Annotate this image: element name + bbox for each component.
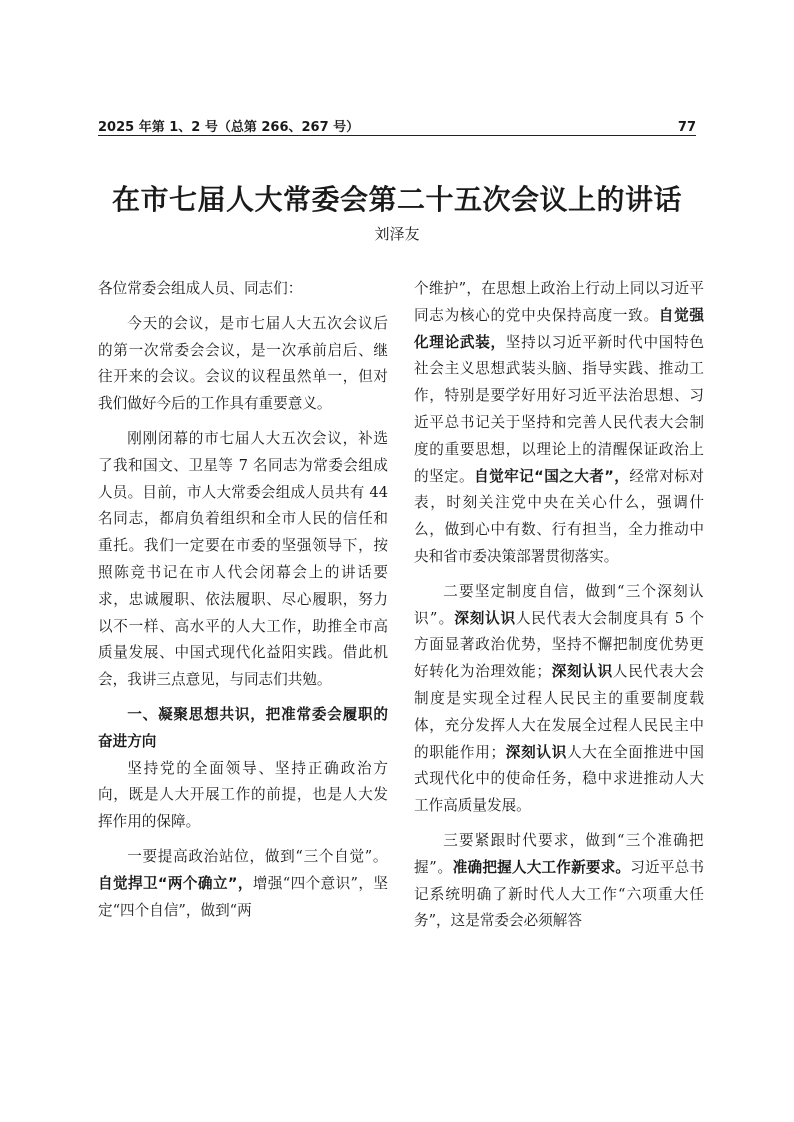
left-column (98, 276, 388, 924)
paragraph (414, 828, 704, 935)
subpoint-lead: 一要提高政治站位，做到“三个自觉”。 (127, 847, 388, 865)
bold-phrase: 准确把握人大工作新要求。 (452, 858, 631, 876)
text-run: 习近平总书记系统明确了新时代人大工作“六项重大任务”，这是常委会必须解答 (414, 858, 704, 930)
text-run: 经常对标对表，时刻关注党中央在关心什么，强调什么，做到心中有数、行有担当，全力推动中央和省市委决策部署贯彻落实。 (414, 467, 704, 565)
bold-phrase: 深刻认识 (454, 609, 516, 627)
bold-phrase: 自觉捍卫“两个确立”， (98, 874, 253, 892)
paragraph (414, 276, 704, 571)
section-heading: 一、凝聚思想共识，把准常委会履职的奋进方向 (98, 705, 388, 750)
text-run: 增强“四个意识”，坚定“四个自信”，做到“两 (98, 874, 388, 919)
text-run: 人大在全面推进中国式现代化中的使命任务，稳中求进推动人大工作高质量发展。 (414, 743, 704, 815)
bold-phrase: 自觉牢记“国之大者”， (474, 467, 630, 485)
paragraph (414, 579, 704, 820)
subpoint-lead: 三要紧跟时代要求，做到“三个准确把握”。 (414, 831, 704, 876)
article-title: 在市七届人大常委会第二十五次会议上的讲话 (111, 183, 682, 216)
bold-phrase: 深刻认识 (550, 663, 613, 681)
subpoint-lead: 二要坚定制度自信，做到“三个深刻认识”。 (414, 582, 704, 627)
paragraph (98, 844, 388, 924)
text-run: 坚持以习近平新时代中国特色社会主义思想武装头脑、指导实践、推动工作，特别是要学好用好习近平法治思想、习近平总书记关于坚持和完善人民代表大会制度的重要思想，以理论上的清醒保证政治上的坚定。 (414, 333, 704, 485)
text-run: 个维护”，在思想上政治上行动上同以习近平同志为核心的党中央保持高度一致。 (414, 280, 704, 324)
paragraph: 刚刚闭幕的市七届人大五次会议，补选了我和国文、卫星等 7 名同志为常委会组成人员。目前，市人大常委会组成人员共有 44 名同志，都肩负着组织和全市人民的信任和重托。我们一定要在市委的坚强领导下，按照陈竞书记在市人代会闭幕会上的讲话要求，忠诚履职、依法履职、尽心履职，努力以不一样、高水平的人大工作，助推全市高质量发展、中国式现代化益阳实践。借此机会，我讲三点意见，与同志们共勉。 (98, 429, 388, 689)
header-rule (98, 135, 696, 136)
bold-phrase: 自觉强化理论武装， (414, 306, 704, 351)
author-name: 刘泽友 (374, 225, 420, 243)
bold-phrase: 深刻认识 (505, 743, 567, 761)
running-header (98, 116, 696, 135)
paragraph: 坚持党的全面领导、坚持正确政治方向，既是人大开展工作的前提，也是人大发挥作用的保障。 (98, 759, 388, 831)
salutation: 各位常委会组成人员、同志们： (98, 280, 303, 297)
right-column (414, 276, 704, 935)
text-run: 人民代表大会制度具有 5 个方面显著政治优势，坚持不懈把制度优势更好转化为治理效能； (414, 609, 704, 681)
issue-info: 2025 年第 1、2 号（总第 266、267 号） (98, 120, 360, 135)
page-number: 77 (677, 120, 696, 135)
paragraph: 今天的会议，是市七届人大五次会议后的第一次常委会会议，是一次承前启后、继往开来的会议。会议的议程虽然单一，但对我们做好今后的工作具有重要意义。 (98, 314, 388, 413)
text-run: 人民代表大会制度是实现全过程人民民主的重要制度载体，充分发挥人大在发展全过程人民民主中的职能作用； (414, 663, 704, 761)
